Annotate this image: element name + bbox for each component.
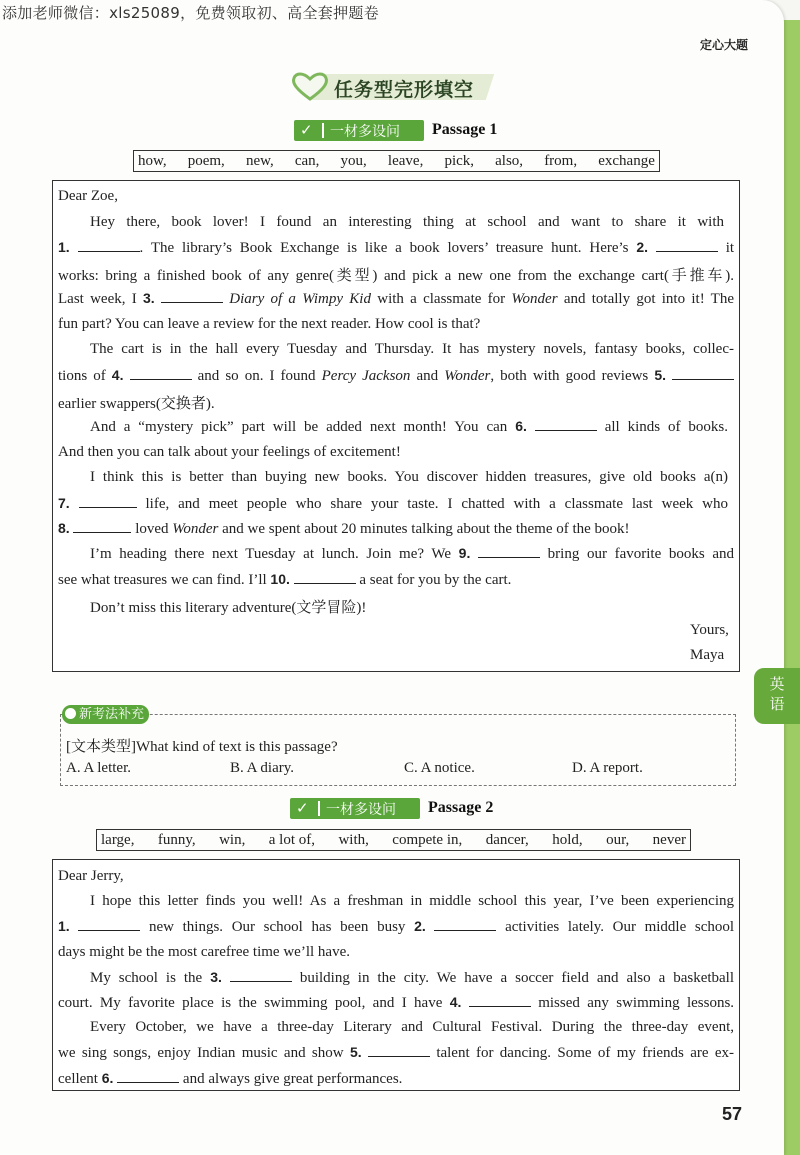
line-text: life, and meet people who share your taste. I chatted with a classmate last week who xyxy=(145,496,729,512)
blank-number: 6. xyxy=(101,1070,114,1086)
line-text: see what treasures we can find. I’ll xyxy=(58,572,267,588)
page-number: 57 xyxy=(721,1104,742,1124)
line-text: cellent xyxy=(58,1071,98,1087)
line-text: And a “mystery pick” part will be added next month! You can xyxy=(90,419,508,435)
answer-blank[interactable] xyxy=(535,418,597,431)
line-text: and xyxy=(416,368,439,384)
lightbulb-icon xyxy=(65,708,76,719)
line-text: bring our favorite books and xyxy=(547,546,735,562)
word-option: can, xyxy=(294,152,320,169)
letter-line: I think this is better than buying new books. You discover hidden treasures, give old books a(n) xyxy=(90,469,728,485)
check-icon: ✓ xyxy=(296,799,309,817)
letter-line: Hey there, book lover! I found an interesting thing at school and want to share it with xyxy=(90,214,724,230)
blank-number: 8. xyxy=(58,520,70,536)
book-title: Wonder xyxy=(172,521,219,537)
blank-number: 9. xyxy=(458,545,471,561)
blank-number: 4. xyxy=(449,994,462,1010)
line-text: missed any swimming lessons. xyxy=(538,995,735,1011)
section-title xyxy=(290,68,500,104)
word-option: from, xyxy=(544,152,578,169)
line-text: with a classmate for xyxy=(377,291,506,307)
word-option: leave, xyxy=(387,152,424,169)
line-text: a seat for you by the cart. xyxy=(359,572,512,588)
blank-number: 5. xyxy=(654,367,667,383)
letter-line xyxy=(58,290,734,308)
line-text: . The library’s Book Exchange is like a book lovers’ treasure hunt. Here’s xyxy=(139,240,629,256)
letter-line xyxy=(90,418,728,436)
answer-blank[interactable] xyxy=(672,367,734,380)
passage2-badge-text: 一材多设问 xyxy=(326,802,396,818)
answer-blank[interactable] xyxy=(294,571,356,584)
answer-blank[interactable] xyxy=(73,520,131,533)
word-option: with, xyxy=(338,831,369,848)
blank-number: 6. xyxy=(515,418,527,434)
book-title: Wonder xyxy=(444,368,491,384)
badge-separator xyxy=(318,801,320,816)
line-text: loved xyxy=(135,521,169,537)
letter-greeting: Dear Zoe, xyxy=(58,188,118,204)
passage2-label xyxy=(290,798,510,820)
word-option: dancer, xyxy=(485,831,529,848)
line-text: Last week, I xyxy=(58,291,137,307)
blank-number: 3. xyxy=(210,969,222,985)
book-title: Wonder xyxy=(511,291,558,307)
word-option: our, xyxy=(606,831,630,848)
line-text: talent for dancing. Some of my friends are ex- xyxy=(436,1045,735,1061)
word-option: never xyxy=(652,831,686,848)
option-c[interactable]: C. A notice. xyxy=(404,760,475,776)
watermark: 添加老师微信：xls25089，免费领取初、高全套押题卷 xyxy=(2,4,379,22)
letter-line: works: bring a finished book of any genre(类型) and pick a new one from the exchange cart(手推车). xyxy=(58,268,734,284)
letter-line: And then you can talk about your feelings of excitement! xyxy=(58,444,401,460)
subject-tab-char: 语 xyxy=(769,695,785,713)
letter-line: The cart is in the hall every Tuesday and Thursday. It has mystery novels, fantasy books, collec- xyxy=(90,341,734,357)
blank-number: 4. xyxy=(111,367,124,383)
extension-tag-text: 新考法补充 xyxy=(79,707,145,722)
word-option: new, xyxy=(245,152,274,169)
letter-line xyxy=(58,1070,402,1088)
answer-blank[interactable] xyxy=(478,545,540,558)
passage1-word-box xyxy=(133,150,660,172)
letter-line xyxy=(58,367,734,385)
passage1-title: Passage 1 xyxy=(432,121,498,138)
line-text: and so on. I found xyxy=(197,368,316,384)
answer-blank[interactable] xyxy=(368,1044,430,1057)
extension-tag xyxy=(62,705,149,724)
word-option: funny, xyxy=(157,831,196,848)
blank-number: 2. xyxy=(636,239,649,255)
line-text: tions of xyxy=(58,368,106,384)
blank-number: 10. xyxy=(270,571,290,587)
passage2-word-box xyxy=(96,829,691,851)
letter-line xyxy=(90,545,734,563)
check-icon: ✓ xyxy=(300,121,313,139)
answer-blank[interactable] xyxy=(78,239,140,252)
subject-tab-char: 英 xyxy=(769,675,785,693)
letter-line: earlier swappers(交换者). xyxy=(58,396,215,412)
book-title: Diary of a Wimpy Kid xyxy=(229,291,371,307)
letter-line xyxy=(58,918,734,936)
answer-blank[interactable] xyxy=(161,290,223,303)
word-option: large, xyxy=(101,831,135,848)
word-option: win, xyxy=(219,831,246,848)
book-title: Percy Jackson xyxy=(321,368,411,384)
letter-line: Don’t miss this literary adventure(文学冒险)! xyxy=(90,600,367,616)
blank-number: 1. xyxy=(58,918,70,934)
answer-blank[interactable] xyxy=(434,918,496,931)
letter-line xyxy=(58,571,511,589)
letter-closing: Yours, xyxy=(690,622,729,638)
option-d[interactable]: D. A report. xyxy=(572,760,643,776)
word-option: compete in, xyxy=(392,831,463,848)
letter-signature: Maya xyxy=(690,647,725,663)
line-text: My school is the xyxy=(90,970,203,986)
word-option: exchange xyxy=(598,152,655,169)
word-option: hold, xyxy=(552,831,583,848)
line-text: and we spent about 20 minutes talking about the theme of the book! xyxy=(222,521,630,537)
line-text: and always give great performances. xyxy=(182,1071,403,1087)
answer-blank[interactable] xyxy=(79,495,137,508)
answer-blank[interactable] xyxy=(469,994,531,1007)
passage1-label xyxy=(294,120,514,142)
letter-line xyxy=(90,969,734,987)
line-text: I’m heading there next Tuesday at lunch. Join me? We xyxy=(90,546,451,562)
word-option: pick, xyxy=(444,152,475,169)
blank-number: 3. xyxy=(143,290,155,306)
word-option: also, xyxy=(495,152,524,169)
blank-number: 5. xyxy=(349,1044,362,1060)
letter-line: days might be the most carefree time we’ll have. xyxy=(58,944,350,960)
word-option: you, xyxy=(340,152,367,169)
line-text: building in the city. We have a soccer field and also a basketball xyxy=(299,970,735,986)
blank-number: 1. xyxy=(58,239,70,255)
answer-blank[interactable] xyxy=(656,239,718,252)
extension-question: [文本类型]What kind of text is this passage? xyxy=(66,739,338,755)
option-a[interactable]: A. A letter. xyxy=(66,760,131,776)
chapter-header: 定心大题 xyxy=(699,38,748,52)
letter-line: I hope this letter finds you well! As a freshman in middle school this year, I’ve been experiencing xyxy=(90,893,734,909)
line-text: new things. Our school has been busy xyxy=(149,919,406,935)
line-text: activities lately. Our middle school xyxy=(505,919,735,935)
blank-number: 7. xyxy=(58,495,70,511)
letter-line xyxy=(58,994,734,1012)
answer-blank[interactable] xyxy=(130,367,192,380)
word-option: a lot of, xyxy=(268,831,316,848)
badge-separator xyxy=(322,123,324,138)
section-title-text: 任务型完形填空 xyxy=(334,79,475,101)
letter-line: Every October, we have a three-day Literary and Cultural Festival. During the three-day event, xyxy=(90,1019,734,1035)
letter-line xyxy=(58,495,728,513)
line-text: court. My favorite place is the swimming pool, and I have xyxy=(58,995,443,1011)
answer-blank[interactable] xyxy=(230,969,292,982)
option-b[interactable]: B. A diary. xyxy=(230,760,295,776)
line-text: and totally got into it! The xyxy=(563,291,735,307)
heart-icon xyxy=(290,70,330,102)
answer-blank[interactable] xyxy=(78,918,140,931)
answer-blank[interactable] xyxy=(117,1070,179,1083)
letter-line xyxy=(58,239,734,257)
letter-line xyxy=(58,1044,734,1062)
line-text: , both with good reviews xyxy=(490,368,649,384)
blank-number: 2. xyxy=(414,918,426,934)
line-text: it xyxy=(725,240,735,256)
line-text: all kinds of books. xyxy=(604,419,728,435)
line-text: we sing songs, enjoy Indian music and show xyxy=(58,1045,344,1061)
subject-tab xyxy=(754,668,800,724)
passage1-badge-text: 一材多设问 xyxy=(330,124,400,140)
word-option: poem, xyxy=(187,152,225,169)
letter-line xyxy=(58,520,630,538)
passage2-title: Passage 2 xyxy=(428,799,494,816)
letter-line: fun part? You can leave a review for the next reader. How cool is that? xyxy=(58,316,481,332)
letter-greeting: Dear Jerry, xyxy=(58,868,124,884)
word-option: how, xyxy=(138,152,167,169)
